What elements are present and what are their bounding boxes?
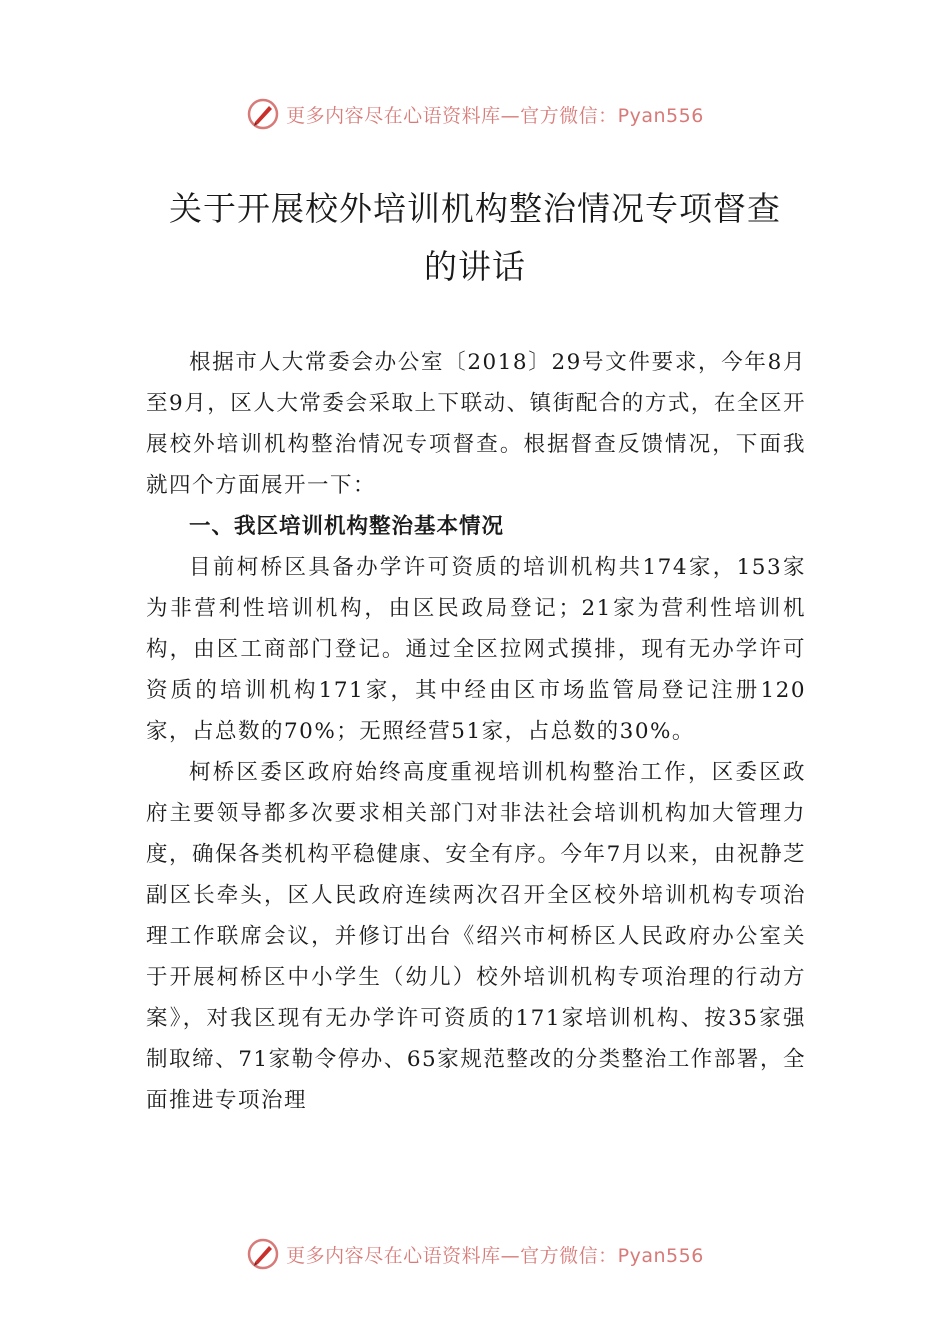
- title-line-1: 关于开展校外培训机构整治情况专项督查: [169, 189, 781, 228]
- title-line-2: 的讲话: [424, 247, 526, 286]
- pen-logo-icon: [246, 1237, 280, 1271]
- document-title: [60, 180, 890, 296]
- watermark-header: [0, 94, 950, 134]
- document-body: [146, 342, 806, 1121]
- pen-logo-icon: [246, 97, 280, 131]
- watermark-text: 更多内容尽在心语资料库—官方微信：Pyan556: [286, 104, 704, 127]
- intro-paragraph: 根据市人大常委会办公室〔2018〕29号文件要求，今年8月至9月，区人大常委会采取上下联动、镇街配合的方式，在全区开展校外培训机构整治情况专项督查。根据督查反馈情况，下面我就四个方面展开一下：: [146, 350, 806, 498]
- watermark-footer: [0, 1234, 950, 1274]
- watermark-text: 更多内容尽在心语资料库—官方微信：Pyan556: [286, 1244, 704, 1267]
- paragraph-institutions-count: 目前柯桥区具备办学许可资质的培训机构共174家，153家为非营利性培训机构，由区民政局登记；21家为营利性培训机构，由区工商部门登记。通过全区拉网式摸排，现有无办学许可资质的培训机构171家，其中经由区市场监管局登记注册120家，占总数的70%；无照经营51家，占总数的30%。: [146, 555, 806, 744]
- paragraph-government-actions: 柯桥区委区政府始终高度重视培训机构整治工作，区委区政府主要领导都多次要求相关部门对非法社会培训机构加大管理力度，确保各类机构平稳健康、安全有序。今年7月以来，由祝静芝副区长牵头，区人民政府连续两次召开全区校外培训机构专项治理工作联席会议，并修订出台《绍兴市柯桥区人民政府办公室关于开展柯桥区中小学生（幼儿）校外培训机构专项治理的行动方案》，对我区现有无办学许可资质的171家培训机构、按35家强制取缔、71家勒令停办、65家规范整改的分类整治工作部署，全面推进专项治理: [146, 760, 806, 1113]
- section-heading-1: 一、我区培训机构整治基本情况: [189, 514, 505, 539]
